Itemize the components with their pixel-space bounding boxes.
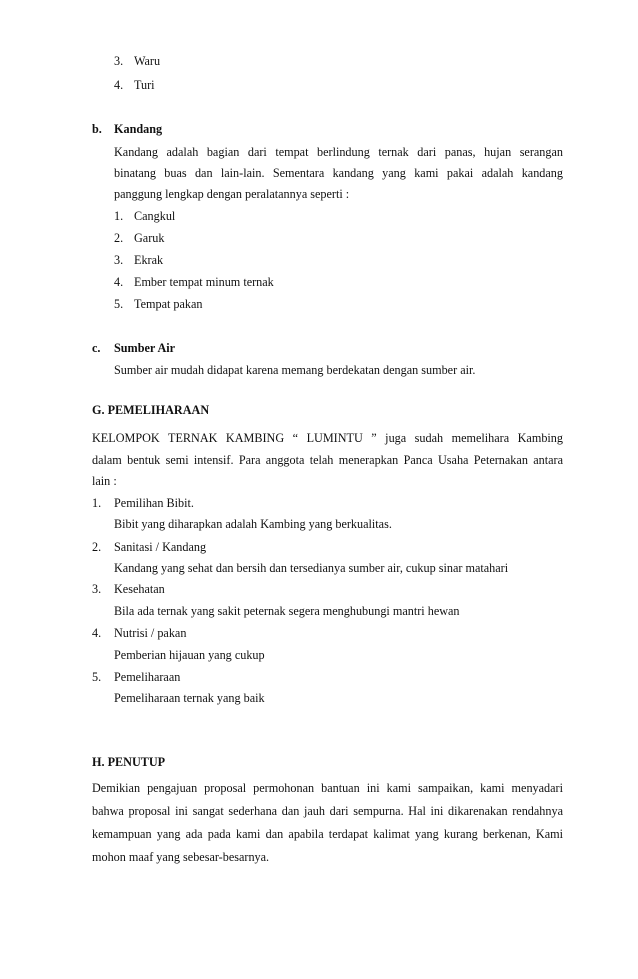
list-item-title: Pemilihan Bibit. [114,496,194,510]
list-item-desc: Kandang yang sehat dan bersih dan tersedianya sumber air, cukup sinar matahari [114,561,509,575]
list-item-desc: Pemberian hijauan yang cukup [114,648,265,662]
paragraph-line: KELOMPOK TERNAK KAMBING “ LUMINTU ” juga sudah memelihara Kambing [92,431,563,445]
list-number: 2. [92,540,102,554]
section-heading: H. PENUTUP [92,755,166,769]
list-number: 5. [92,670,102,684]
list-number: 4. [114,275,124,289]
list-item-desc: Pemeliharaan ternak yang baik [114,691,265,705]
list-item-title: Sanitasi / Kandang [114,540,207,554]
section-marker: b. [92,122,102,136]
section-marker: c. [92,341,101,355]
list-item: Ekrak [134,253,164,267]
list-item-title: Kesehatan [114,582,165,596]
list-number: 1. [114,209,124,223]
paragraph-line: panggung lengkap dengan peralatannya seperti : [114,187,350,201]
list-number: 3. [114,54,124,68]
list-item: Turi [134,78,155,92]
paragraph-line: bahwa proposal ini sangat sederhana dan jauh dari sempurna. Hal ini dikarenakan rendahnya [92,804,563,818]
list-number: 3. [114,253,124,267]
list-number: 1. [92,496,102,510]
list-number: 4. [114,78,124,92]
list-number: 4. [92,626,102,640]
list-item-title: Pemeliharaan [114,670,181,684]
list-item: Ember tempat minum ternak [134,275,274,289]
paragraph-line: lain : [92,474,117,488]
list-number: 5. [114,297,124,311]
list-item-desc: Bila ada ternak yang sakit peternak segera menghubungi mantri hewan [114,604,460,618]
paragraph-line: mohon maaf yang sebesar-besarnya. [92,850,270,864]
list-number: 3. [92,582,102,596]
section-heading: Sumber Air [114,341,176,355]
paragraph-line: kemampuan yang ada pada kami dan apabila terdapat kalimat yang kurang berkenan, Kami [92,827,563,841]
list-item-desc: Bibit yang diharapkan adalah Kambing yang berkualitas. [114,517,392,531]
list-item: Garuk [134,231,165,245]
section-heading: G. PEMELIHARAAN [92,403,210,417]
list-item: Waru [134,54,161,68]
list-item: Tempat pakan [134,297,203,311]
paragraph-line: Demikian pengajuan proposal permohonan bantuan ini kami sampaikan, kami menyadari [92,781,563,795]
paragraph-line: Sumber air mudah didapat karena memang berdekatan dengan sumber air. [114,363,476,377]
section-heading: Kandang [114,122,163,136]
list-item-title: Nutrisi / pakan [114,626,187,640]
paragraph-line: dalam bentuk semi intensif. Para anggota telah menerapkan Panca Usaha Peternakan antara [92,453,563,467]
list-number: 2. [114,231,124,245]
paragraph-line: binatang buas dan lain-lain. Sementara kandang yang kami pakai adalah kandang [114,166,563,180]
list-item: Cangkul [134,209,176,223]
paragraph-line: Kandang adalah bagian dari tempat berlindung ternak dari panas, hujan serangan [114,145,563,159]
